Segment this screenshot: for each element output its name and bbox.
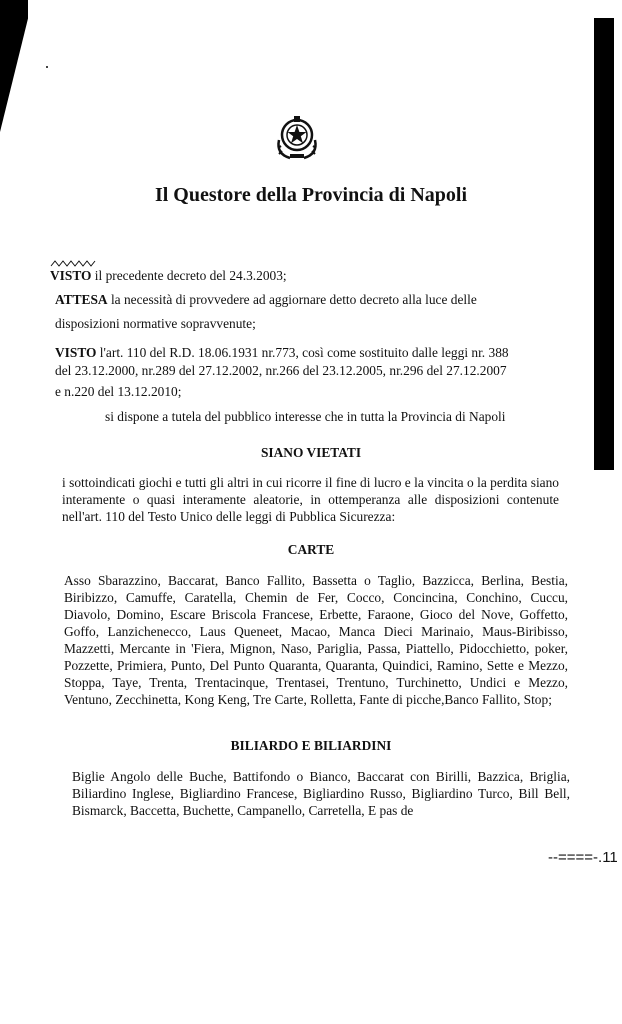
page-marker: --====-.11 <box>548 849 618 866</box>
visto-art110-keyword: VISTO <box>55 345 97 360</box>
visto-art110-line-2: del 23.12.2000, nr.289 del 27.12.2002, nr.266 del 23.12.2005, nr.296 del 27.12.2007 <box>55 363 507 378</box>
scan-edge-mark-right <box>594 18 614 470</box>
dispone-statement: si dispone a tutela del pubblico interesse che in tutta la Provincia di Napoli <box>105 409 506 424</box>
scan-speck <box>46 66 48 68</box>
visto-precedente-decreto <box>50 266 287 286</box>
visto-art110-line-1 <box>55 343 509 363</box>
attesa-text: la necessità di provvedere ad aggiornare detto decreto alla luce delle <box>107 292 477 307</box>
italian-republic-emblem-icon <box>270 110 324 164</box>
attesa-line-1 <box>55 290 477 310</box>
document-title: Il Questore della Provincia di Napoli <box>154 184 468 206</box>
visto-keyword: VISTO <box>50 268 92 283</box>
carte-games-list: Asso Sbarazzino, Baccarat, Banco Fallito, Bassetta o Taglio, Bazzicca, Berlina, Bestia, Biribizzo, Camuffe, Caratella, Chemin de Fer, Cocco, Concincina, Conchino, Cuccu, Diavolo, Domino, Escare Briscola Francese, Erbette, Faraone, Gioco del Nove, Goffetto, Goffo, Lanzichenecco, Laus Queneet, Macao, Manca Dieci Marinaio, Maus-Biribisso, Mazzetti, Mercante in 'Fiera, Mignon, Naso, Pariglia, Passa, Piattello, Pidocchietto, poker, Pozzette, Primiera, Punto, Del Punto Quaranta, Quaranta, Quindici, Ramino, Sette e Mezzo, Stoppa, Taye, Trenta, Trentacinque, Trentasei, Trentuno, Turchinetto, Undici e Mezzo, Ventuno, Zecchinetta, Kong Keng, Tre Carte, Rolletta, Fante di picche,Banco Fallito, Stop; <box>64 573 568 707</box>
visto-text: il precedente decreto del 24.3.2003; <box>91 268 287 283</box>
visto-art110-line-3: e n.220 del 13.12.2010; <box>55 384 182 399</box>
attesa-keyword: ATTESA <box>55 292 108 307</box>
attesa-line-2: disposizioni normative sopravvenute; <box>55 316 256 331</box>
intro-paragraph: i sottoindicati giochi e tutti gli altri in cui ricorre il fine di lucro e la vincita o la perdita siano interamente o quasi interamente aleatorie, in ottemperanza alle disposizioni contenute nell'art. 110 del Testo Unico delle leggi di Pubblica Sicurezza: <box>62 475 559 524</box>
visto-art110-text: l'art. 110 del R.D. 18.06.1931 nr.773, così come sostituito dalle leggi nr. 388 <box>96 345 509 360</box>
heading-carte: CARTE <box>287 542 335 557</box>
biliardo-games-list: Biglie Angolo delle Buche, Battifondo o Bianco, Baccarat con Birilli, Bazzica, Briglia, Biliardino Inglese, Bigliardino Francese, Bigliardino Russo, Bigliardino Turco, Bill Bell, Bismarck, Baccetta, Buchette, Campanello, Carretella, E pas de <box>72 769 570 818</box>
scan-edge-mark-left <box>0 0 28 132</box>
heading-siano-vietati: SIANO VIETATI <box>260 445 362 460</box>
heading-biliardo: BILIARDO E BILIARDINI <box>230 738 392 753</box>
